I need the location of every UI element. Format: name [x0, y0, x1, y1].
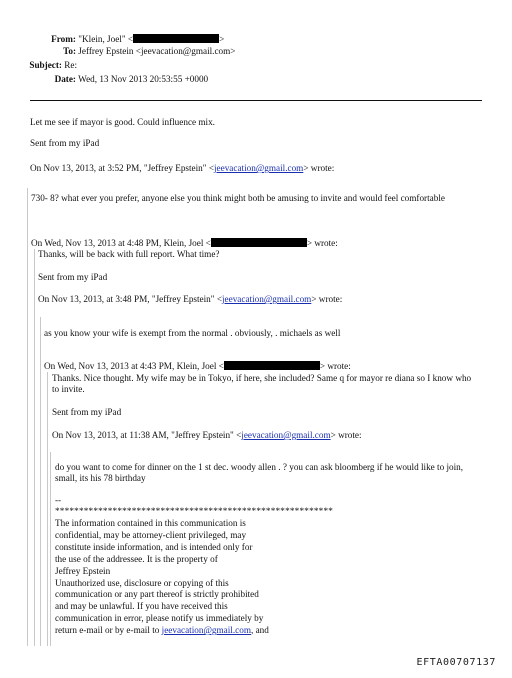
message-paragraph: do you want to come for dinner on the 1 st dec. woody allen . ? you can ask bloomberg if he would like to join, small, its his 78 birthday	[55, 462, 464, 484]
redaction-bar	[133, 34, 219, 43]
quote-header-4	[44, 361, 351, 372]
disclaimer-line-last	[55, 625, 269, 637]
quote-bar-level-1	[27, 188, 28, 646]
disclaimer-line: Jeffrey Epstein	[55, 565, 111, 576]
email-link[interactable]: jeevacation@gmail.com	[241, 430, 331, 440]
subject-label: Subject:	[29, 60, 62, 70]
date-label: Date:	[54, 74, 76, 84]
disclaimer-line: constitute inside information, and is intended only for	[55, 541, 253, 552]
quote-intro: On Nov 13, 2013, at 11:38 AM, "Jeffrey Epstein" <	[52, 430, 242, 440]
quote-intro: On Nov 13, 2013, at 3:48 PM, "Jeffrey Epstein" <	[38, 294, 222, 304]
quote-wrote: > wrote:	[330, 430, 362, 440]
disclaimer-line: confidential, may be attorney-client privileged, may	[55, 529, 247, 540]
from-label: From:	[51, 34, 76, 44]
disclaimer-line: and may be unlawful. If you have received this	[55, 601, 228, 612]
header-divider	[30, 100, 482, 101]
email-link[interactable]: jeevacation@gmail.com	[161, 625, 251, 636]
disclaimer-line: communication in error, please notify us immediately by	[55, 613, 264, 624]
email-link[interactable]: jeevacation@gmail.com	[222, 294, 312, 304]
to-label: To:	[63, 46, 76, 56]
from-close: >	[219, 34, 225, 44]
quote-wrote: > wrote:	[303, 163, 335, 173]
email-header-to	[20, 46, 235, 57]
quote-intro: On Wed, Nov 13, 2013 at 4:48 PM, Klein, Joel <	[31, 238, 211, 248]
quote-header-1	[30, 163, 334, 174]
disclaimer-text: return e-mail or by e-mail to	[55, 625, 162, 636]
signature-stars: **********************************************************	[55, 506, 334, 516]
document-id: EFTA00707137	[416, 657, 496, 668]
to-value: Jeffrey Epstein <jeevacation@gmail.com>	[78, 46, 236, 56]
email-link[interactable]: jeevacation@gmail.com	[214, 163, 304, 173]
sent-from-ipad: Sent from my iPad	[38, 272, 108, 282]
redaction-bar	[224, 361, 320, 370]
signature-dash: --	[55, 495, 62, 505]
message-paragraph: Thanks. Nice thought. My wife may be in Tokyo, if here, she included? Same q for mayor re diana so I know who to invite.	[52, 373, 472, 395]
disclaimer-line: Unauthorized use, disclosure or copying of this	[55, 577, 229, 588]
quote-intro: On Wed, Nov 13, 2013 at 4:43 PM, Klein, Joel <	[44, 361, 224, 371]
quote-bar-level-2	[34, 249, 35, 646]
date-value: Wed, 13 Nov 2013 20:53:55 +0000	[78, 74, 209, 84]
disclaimer-line: communication or any part thereof is strictly prohibited	[55, 589, 259, 600]
from-value: "Klein, Joel" <	[78, 34, 134, 44]
quote-bar-level-4	[47, 372, 48, 646]
redaction-bar	[211, 238, 307, 247]
disclaimer-line: The information contained in this communication is	[55, 518, 246, 528]
email-header-date	[20, 74, 208, 85]
quote-bar-level-5	[50, 452, 51, 646]
subject-value: Re:	[64, 60, 78, 70]
quote-header-5	[52, 430, 362, 441]
email-header-from	[20, 34, 224, 45]
quote-bar-level-3	[40, 317, 41, 646]
message-line: as you know your wife is exempt from the normal . obviously, . michaels as well	[44, 328, 341, 338]
quote-wrote: > wrote:	[306, 238, 338, 248]
quote-wrote: > wrote:	[319, 361, 351, 371]
disclaimer-block	[55, 518, 269, 637]
sent-from-ipad: Sent from my iPad	[52, 407, 122, 417]
quote-header-2	[31, 238, 338, 249]
message-line: Let me see if mayor is good. Could influence mix.	[30, 117, 215, 127]
sent-from-ipad: Sent from my iPad	[30, 138, 100, 148]
disclaimer-text: , and	[250, 625, 269, 636]
message-paragraph: 730- 8? what ever you prefer, anyone else you think might both be amusing to invite and would feel comfortable	[31, 193, 445, 203]
email-header-subject	[20, 60, 77, 71]
quote-wrote: > wrote:	[311, 294, 343, 304]
disclaimer-line: the use of the addressee. It is the property of	[55, 553, 218, 564]
quote-header-3	[38, 294, 342, 305]
message-line: Thanks, will be back with full report. What time?	[38, 249, 220, 259]
quote-intro: On Nov 13, 2013, at 3:52 PM, "Jeffrey Epstein" <	[30, 163, 214, 173]
